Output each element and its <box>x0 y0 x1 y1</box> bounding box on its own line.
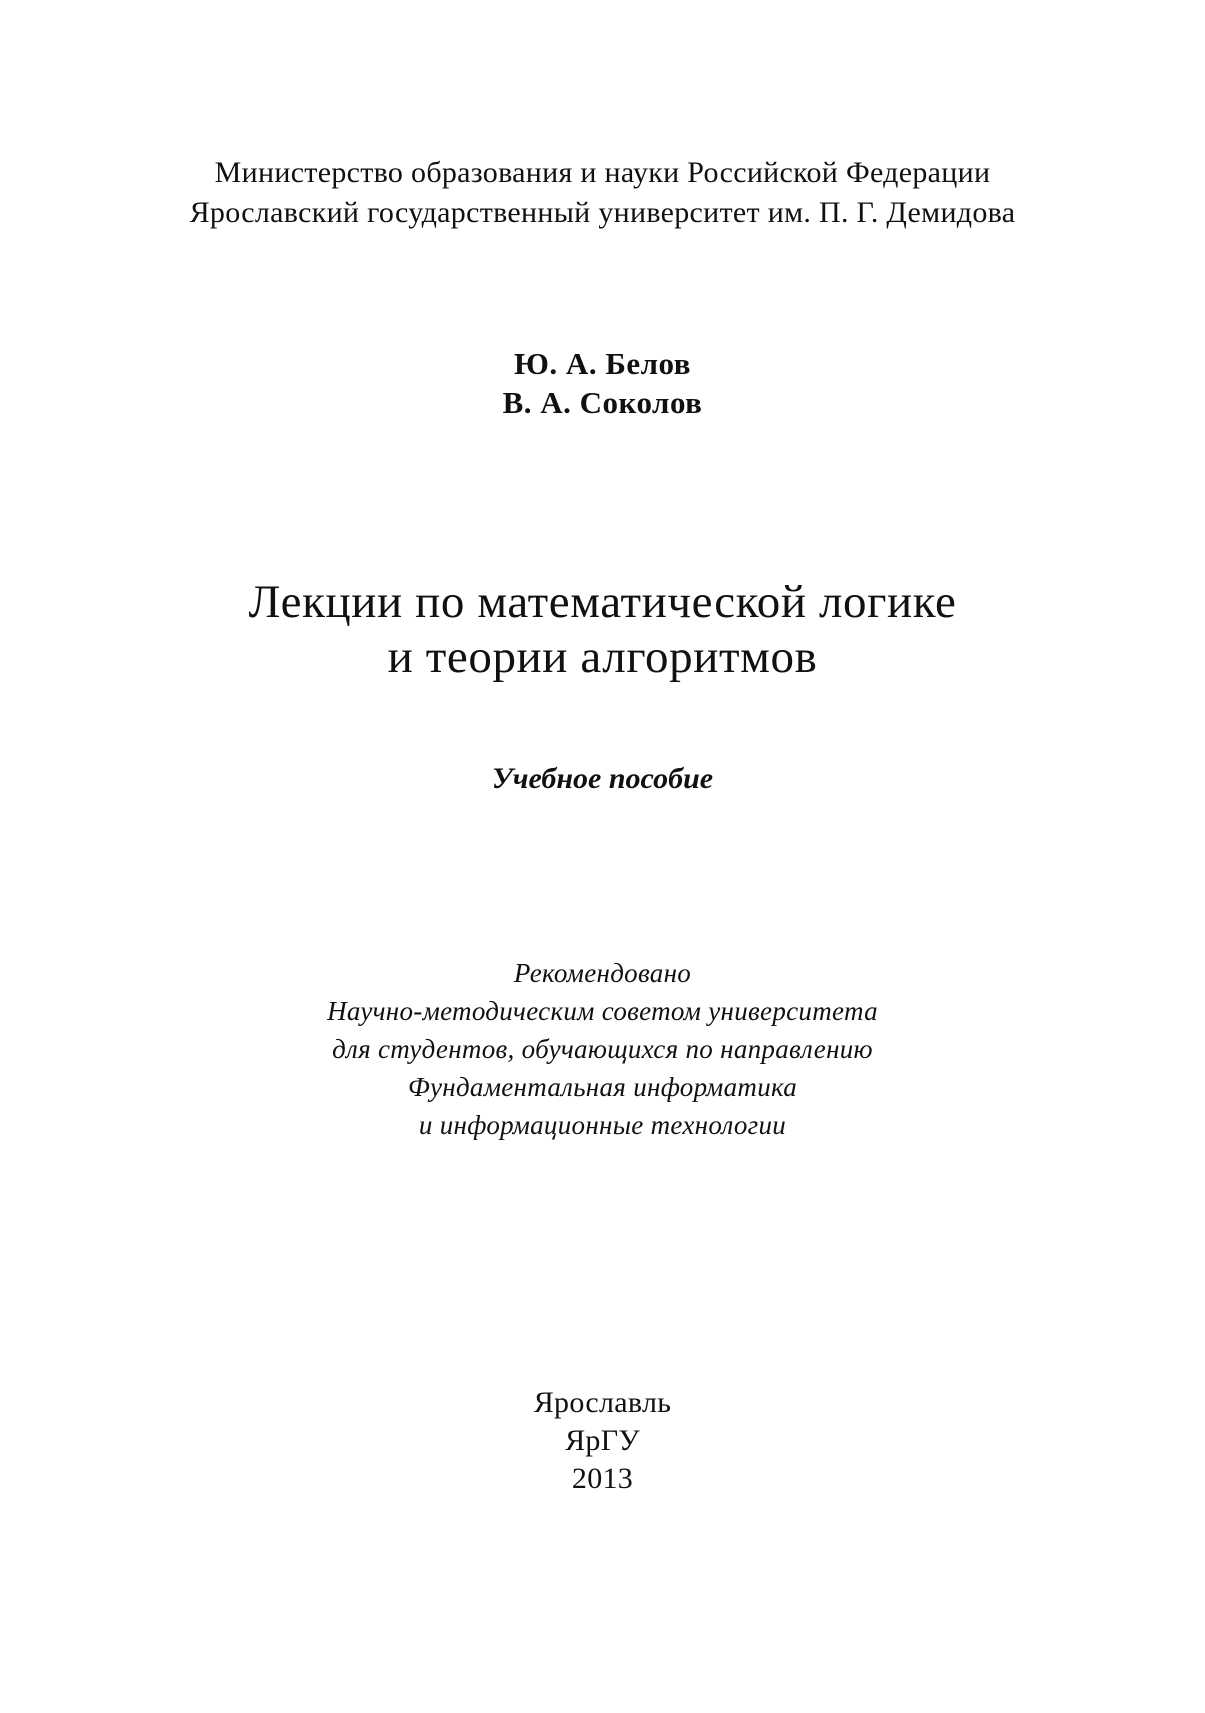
book-title-line-2: и теории алгоритмов <box>387 631 818 683</box>
book-subtitle: Учебное пособие <box>491 762 714 795</box>
imprint-year: 2013 <box>571 1462 634 1495</box>
ministry-line: Министерство образования и науки Российской Федерации <box>214 156 991 189</box>
author-2: В. А. Соколов <box>502 385 703 420</box>
book-title-line-1: Лекции по математической логике <box>248 576 957 628</box>
recommendation-line-1: Рекомендовано <box>513 958 692 988</box>
recommendation-line-5: и информационные технологии <box>418 1110 787 1140</box>
imprint-publisher: ЯрГУ <box>565 1424 640 1457</box>
author-1: Ю. А. Белов <box>514 346 691 381</box>
recommendation-line-2: Научно-методическим советом университета <box>327 996 878 1026</box>
recommendation-line-3: для студентов, обучающихся по направлению <box>332 1034 873 1064</box>
imprint-city: Ярославль <box>533 1386 672 1419</box>
recommendation-line-4: Фундаментальная информатика <box>407 1072 798 1102</box>
university-line: Ярославский государственный университет им. П. Г. Демидова <box>189 196 1016 229</box>
